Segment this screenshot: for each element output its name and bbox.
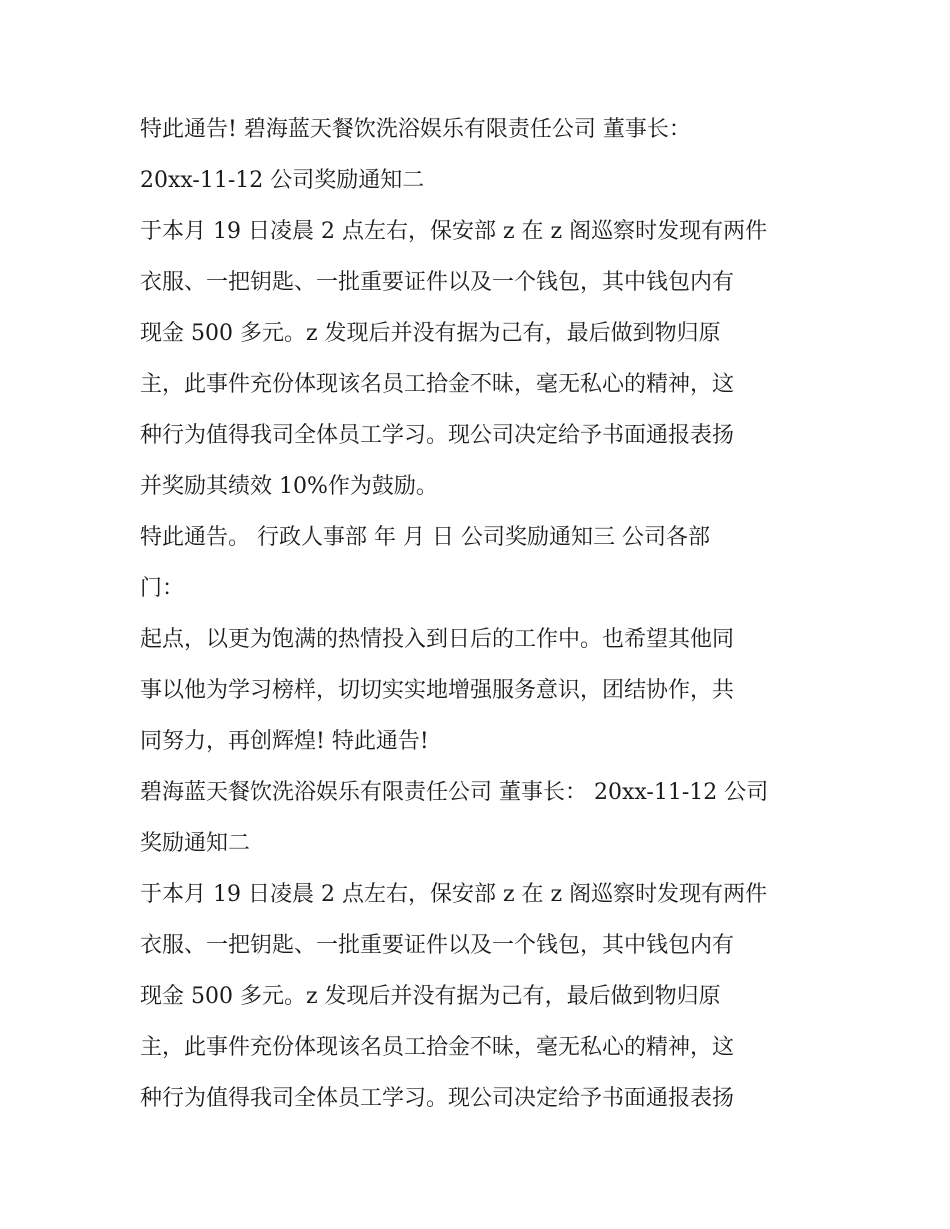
text-line: 主，此事件充份体现该名员工拾金不昧，毫无私心的精神，这 (140, 372, 735, 397)
text-line: 于本月 19 日凌晨 2 点左右，保安部 z 在 z 阁巡察时发现有两件 (140, 882, 768, 907)
text-line: 奖励通知二 (140, 831, 251, 856)
text-line: 起点，以更为饱满的热情投入到日后的工作中。也希望其他同 (140, 627, 735, 652)
text-line: 特此通告。 行政人事部 年 月 日 公司奖励通知三 公司各部 (140, 525, 710, 550)
text-line: 碧海蓝天餐饮洗浴娱乐有限责任公司 董事长： 20xx-11-12 公司 (140, 780, 769, 805)
text-line: 现金 500 多元。z 发现后并没有据为己有，最后做到物归原 (140, 984, 721, 1009)
text-line: 现金 500 多元。z 发现后并没有据为己有，最后做到物归原 (140, 321, 721, 346)
text-line: 并奖励其绩效 10%作为鼓励。 (140, 474, 438, 499)
text-line: 门： (140, 576, 185, 601)
text-line: 衣服、一把钥匙、一批重要证件以及一个钱包，其中钱包内有 (140, 270, 735, 295)
text-line: 20xx-11-12 公司奖励通知二 (140, 168, 425, 193)
text-line: 同努力，再创辉煌! 特此通告! (140, 729, 429, 754)
text-line: 种行为值得我司全体员工学习。现公司决定给予书面通报表扬 (140, 1086, 735, 1111)
text-line: 主，此事件充份体现该名员工拾金不昧，毫无私心的精神，这 (140, 1035, 735, 1060)
text-line: 于本月 19 日凌晨 2 点左右，保安部 z 在 z 阁巡察时发现有两件 (140, 219, 768, 244)
text-line: 衣服、一把钥匙、一批重要证件以及一个钱包，其中钱包内有 (140, 933, 735, 958)
text-line: 事以他为学习榜样，切切实实地增强服务意识，团结协作，共 (140, 678, 735, 703)
text-line: 种行为值得我司全体员工学习。现公司决定给予书面通报表扬 (140, 423, 735, 448)
text-line: 特此通告! 碧海蓝天餐饮洗浴娱乐有限责任公司 董事长： (140, 117, 691, 142)
